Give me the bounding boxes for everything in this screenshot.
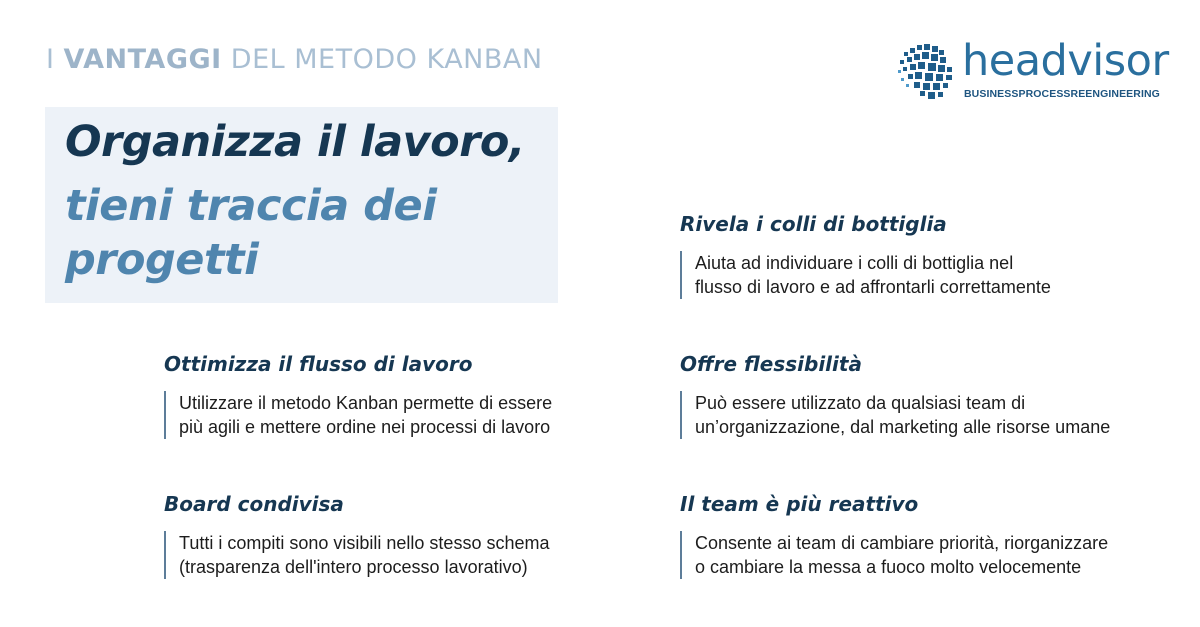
- digital-head-icon: [898, 40, 960, 102]
- feature-line: Consente ai team di cambiare priorità, riorganizzare: [695, 533, 1109, 553]
- feature-workflow: [164, 352, 664, 439]
- feature-line: Può essere utilizzato da qualsiasi team di: [695, 393, 1026, 413]
- feature-line: Aiuta ad individuare i colli di bottiglia nel: [695, 253, 1014, 273]
- hero-title-line1: Organizza il lavoro,: [65, 117, 525, 167]
- feature-title: Rivela i colli di bottiglia: [680, 212, 947, 236]
- feature-line: o cambiare la messa a fuoco molto velocemente: [695, 557, 1082, 577]
- logo-wordmark: headvisor: [962, 36, 1169, 86]
- feature-flexibility: [680, 352, 1180, 439]
- headvisor-logo: [898, 36, 1169, 106]
- feature-title: Ottimizza il flusso di lavoro: [164, 352, 473, 376]
- logo-tagline: BUSINESSPROCESSREENGINEERING: [964, 88, 1160, 100]
- hero-banner: [45, 107, 558, 303]
- feature-description: [164, 391, 664, 439]
- feature-description: [164, 531, 664, 579]
- feature-bottlenecks: [680, 212, 1180, 299]
- kicker-post: DEL METODO KANBAN: [221, 44, 543, 75]
- feature-line: (trasparenza dell'intero processo lavorativo): [179, 557, 528, 577]
- kicker-pre: I: [46, 44, 64, 75]
- kicker-strong: VANTAGGI: [63, 44, 222, 75]
- feature-description: [680, 531, 1180, 579]
- feature-shared-board: [164, 492, 664, 579]
- feature-reactive-team: [680, 492, 1180, 579]
- feature-line: più agili e mettere ordine nei processi di lavoro: [179, 417, 551, 437]
- feature-title: Offre flessibilità: [680, 352, 862, 376]
- feature-title: Il team è più reattivo: [680, 492, 919, 516]
- feature-line: Tutti i compiti sono visibili nello stesso schema: [179, 533, 550, 553]
- hero-title-line2: tieni traccia dei progetti: [65, 181, 437, 285]
- feature-line: flusso di lavoro e ad affrontarli correttamente: [695, 277, 1051, 297]
- feature-title: Board condivisa: [164, 492, 344, 516]
- feature-description: [680, 251, 1180, 299]
- feature-line: un’organizzazione, dal marketing alle risorse umane: [695, 417, 1111, 437]
- page-kicker: [46, 44, 543, 75]
- feature-line: Utilizzare il metodo Kanban permette di essere: [179, 393, 553, 413]
- feature-description: [680, 391, 1180, 439]
